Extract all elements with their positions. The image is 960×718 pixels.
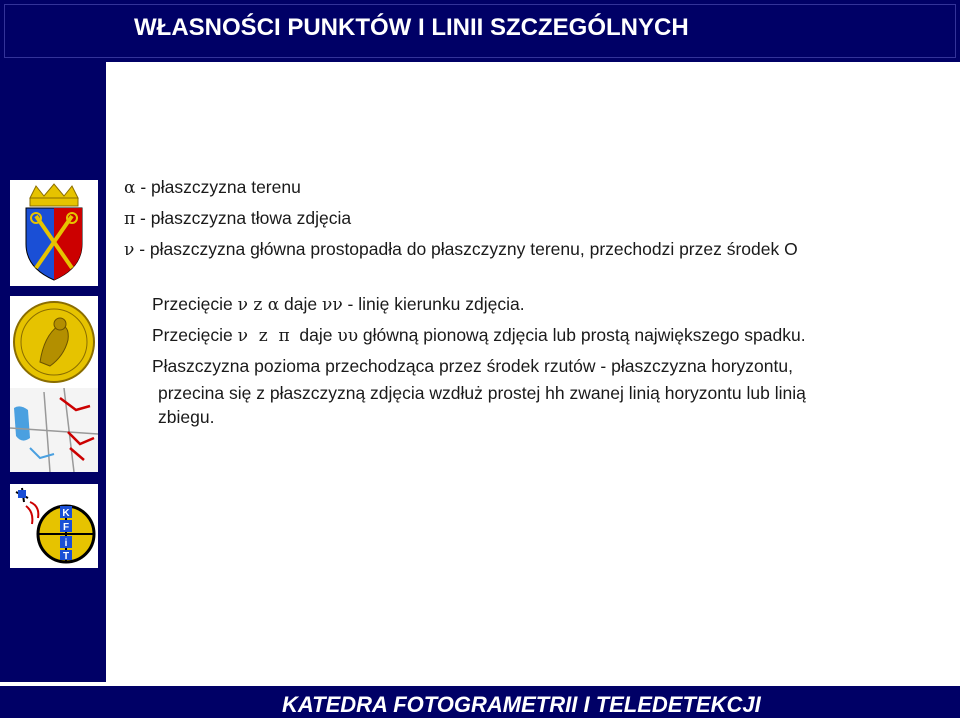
intersection-prefix: Przecięcie xyxy=(152,294,238,314)
intersection-joiner: daje xyxy=(279,294,322,314)
symbol-nu: ν xyxy=(237,295,248,315)
symbol-pi: π xyxy=(124,209,136,229)
kfit-logo xyxy=(10,484,98,568)
symbol-alpha: α xyxy=(267,295,280,315)
kfit-letter-t: T xyxy=(62,551,70,562)
symbol-nu: ν xyxy=(237,326,248,346)
definition-text: - płaszczyzna terenu xyxy=(135,177,301,197)
kfit-letter-i: i xyxy=(64,538,68,549)
coat-of-arms-logo xyxy=(10,180,98,286)
page-title: WŁASNOŚCI PUNKTÓW I LINII SZCZEGÓLNYCH xyxy=(134,14,689,41)
intersection-joiner: daje xyxy=(289,325,338,345)
slide-content xyxy=(124,172,954,429)
definition-alpha xyxy=(124,172,954,203)
symbol-upsilon-upsilon: υυ xyxy=(337,326,359,346)
intersection-joiner: z xyxy=(247,326,279,346)
definition-nu xyxy=(124,234,954,265)
intersection-suffix: - linię kierunku zdjęcia. xyxy=(342,294,525,314)
symbol-pi: π xyxy=(278,326,290,346)
symbol-alpha: α xyxy=(124,178,136,198)
intersection-joiner: z xyxy=(247,295,268,315)
map-logo xyxy=(10,388,98,472)
symbol-nu-nu: νν xyxy=(322,295,343,315)
intersection-nu-pi xyxy=(124,320,954,351)
symbol-nu: ν xyxy=(124,240,135,260)
horizon-line-1: Płaszczyzna pozioma przechodząca przez środek rzutów - płaszczyzna horyzontu, xyxy=(152,356,793,376)
definition-pi xyxy=(124,203,954,234)
medallion-logo xyxy=(10,296,98,388)
kfit-letter-k: K xyxy=(62,508,70,519)
footer-text: KATEDRA FOTOGRAMETRII I TELEDETEKCJI xyxy=(282,692,761,717)
sidebar xyxy=(0,62,106,682)
horizon-line-3: zbiegu. xyxy=(158,407,215,427)
intersection-prefix: Przecięcie xyxy=(152,325,238,345)
intersection-nu-alpha xyxy=(124,289,954,320)
horizon-line-2: przecina się z płaszczyzną zdjęcia wzdłuż prostej hh zwanej linią horyzontu lub linią xyxy=(158,383,806,403)
definition-text: - płaszczyzna główna prostopadła do płaszczyzny terenu, przechodzi przez środek O xyxy=(134,239,798,259)
intersection-suffix: główną pionową zdjęcia lub prostą największego spadku. xyxy=(358,325,806,345)
footer-bar xyxy=(0,686,960,718)
definition-text: - płaszczyzna tłowa zdjęcia xyxy=(135,208,352,228)
kfit-letter-f: F xyxy=(62,522,70,533)
header-bar xyxy=(0,0,960,62)
